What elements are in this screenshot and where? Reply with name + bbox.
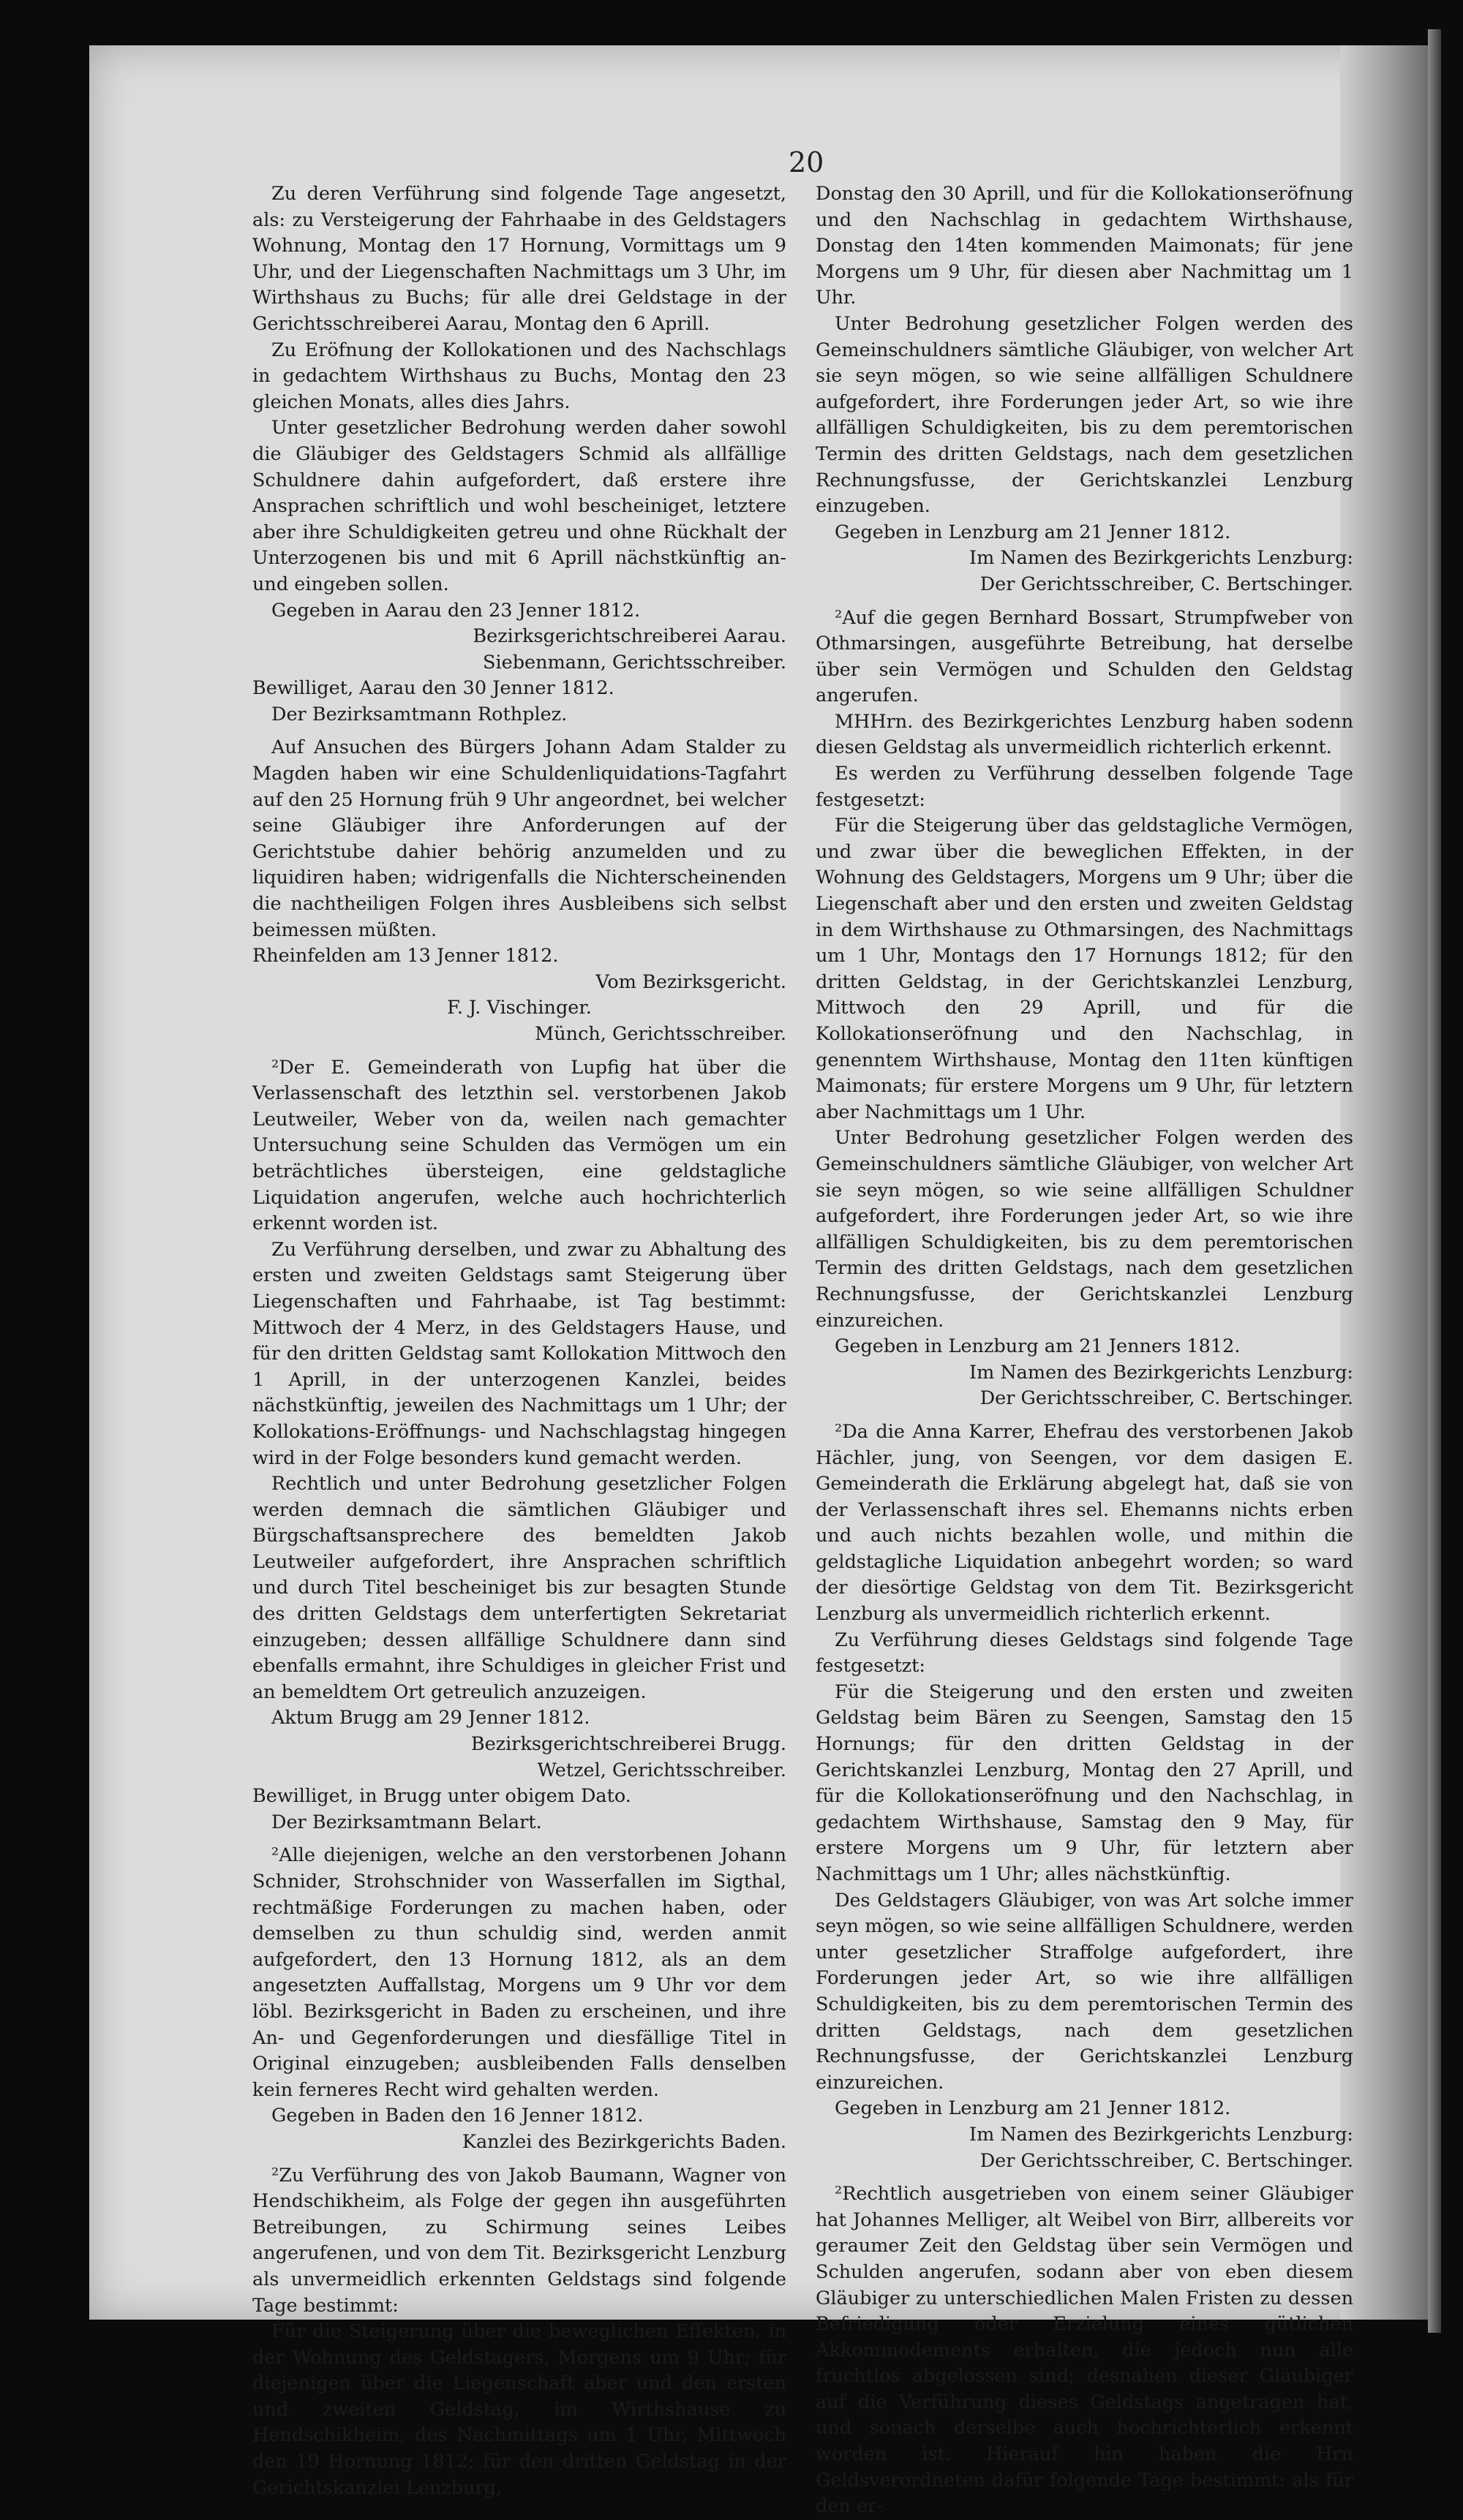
text-paragraph: Gegeben in Lenzburg am 21 Jenner 1812. — [835, 521, 1231, 543]
signature-line: Kanzlei des Bezirkgerichts Baden. — [462, 2130, 786, 2153]
text-paragraph: Donstag den 30 Aprill, und für die Kollokationseröfnung und den Nachschlag in gedachtem Wirthshause, Donstag den 14ten kommenden Maimonats; für jene Morgens um 9 Uhr, für diesen aber Nachmittag um 1 Uhr. — [816, 183, 1353, 309]
text-paragraph: Des Geldstagers Gläubiger, von was Art solche immer seyn mögen, so wie seine allfälligen Schuldnere, werden unter gesetzlicher Straffolge aufgefordert, ihre Forderungen jeder Art, so wie ihre allfälligen Schuldigkeiten, bis zu dem peremtorischen Termin des dritten Geldstags, nach dem gesetzlichen Rechnungsfusse, der Gerichtskanzlei Lenzburg einzureichen. — [816, 1889, 1353, 2094]
text-paragraph: ²Zu Verführung des von Jakob Baumann, Wagner von Hendschikheim, als Folge der gegen ihn ausgeführten Betreibungen, zu Schirmung seines Leibes angerufenen, und von dem Tit. Bezirksgericht Lenzburg als unvermeidlich erkennten Geldstags sind folgende Tage bestimmt: — [252, 2164, 786, 2317]
text-paragraph: Zu Verführung dieses Geldstags sind folgende Tage festgesetzt: — [816, 1629, 1353, 1678]
text-paragraph: Bewilliget, Aarau den 30 Jenner 1812. — [252, 677, 614, 700]
text-paragraph: Unter Bedrohung gesetzlicher Folgen werden des Gemeinschuldners sämtliche Gläubiger, von welcher Art sie seyn mögen, so wie seine allfälligen Schuldnere aufgefordert, ihre Forderungen jeder Art, so wie ihre allfälligen Schuldigkeiten, bis zu dem peremtorischen Termin des dritten Geldstags, nach dem gesetzlichen Rechnungsfusse, der Gerichtskanzlei Lenzburg einzugeben. — [816, 312, 1353, 518]
text-paragraph: Für die Steigerung über das geldstagliche Vermögen, und zwar über die beweglichen Effekten, in der Wohnung des Geldstagers, Morgens um 9 Uhr; über die Liegenschaft aber und den ersten und zweiten Geldstag in dem Wirthshause zu Othmarsingen, des Nachmittags um 1 Uhr, Montags den 17 Hornungs 1812; für den dritten Geldstag, in der Gerichtskanzlei Lenzburg, Mittwoch den 29 Aprill, und für die Kollokationseröfnung und den Nachschlag, in genenntem Wirthshause, Montag den 11ten künftigen Maimonats; für erstere Morgens um 9 Uhr, für letztern aber Nachmittags um 1 Uhr. — [816, 815, 1353, 1123]
signature-line: Siebenmann, Gerichtsschreiber. — [483, 651, 786, 674]
text-paragraph: Unter gesetzlicher Bedrohung werden daher sowohl die Gläubiger des Geldstagers Schmid als allfällige Schuldnere dahin aufgefordert, daß erstere ihre Ansprachen schriftlich und wohl bescheiniget, letztere aber ihre Schuldigkeiten getreu und ohne Rückhalt der Unterzogenen bis und mit 6 Aprill nächstkünftig an- und eingeben sollen. — [252, 417, 786, 595]
section-gap — [252, 1048, 786, 1055]
section-gap — [816, 1412, 1353, 1419]
text-paragraph: Es werden zu Verführung desselben folgende Tage festgesetzt: — [816, 763, 1353, 811]
text-paragraph: Rheinfelden am 13 Jenner 1812. — [252, 945, 559, 967]
right-column — [816, 181, 1353, 2520]
text-paragraph: ²Auf die gegen Bernhard Bossart, Strumpfweber von Othmarsingen, ausgeführte Betreibung, hat derselbe über sein Vermögen und Schulden den Geldstag angerufen. — [816, 606, 1353, 707]
text-paragraph: ²Alle diejenigen, welche an den verstorbenen Johann Schnider, Strohschnider von Wasserfallen im Sigthal, rechtmäßige Forderungen zu machen haben, oder demselben zu thun schuldig sind, werden anmit aufgefordert, den 13 Hornung 1812, als an dem angesetzten Auffallstag, Morgens um 9 Uhr vor dem löbl. Bezirksgericht in Baden zu erscheinen, und ihre An- und Gegenforderungen und diesfällige Titel in Original einzugeben; ausbleibenden Falls denselben kein ferneres Recht wird gehalten werden. — [252, 1844, 786, 2101]
text-paragraph: Gegeben in Aarau den 23 Jenner 1812. — [271, 599, 641, 622]
text-paragraph: Der Bezirksamtmann Belart. — [271, 1811, 542, 1833]
signature-line: Der Gerichtsschreiber, C. Bertschinger. — [979, 1387, 1353, 1410]
text-paragraph: ²Rechtlich ausgetrieben von einem seiner Gläubiger hat Johannes Melliger, alt Weibel von Birr, allbereits vor geraumer Zeit den Geldstag über sein Vermögen und Schulden angerufen, sodann aber von eben diesem Gläubiger zu unterschiedlichen Malen Fristen zu dessen Befriedigung oder Erzielung eines gütlichen Akkommodements erhalten, die jedoch nun alle fruchtlos abgelossen sind; desnahen dieser Gläubiger auf die Verführung dieses Geldstags angetragen hat, und sonach derselbe auch hochrichterlich erkennt worden ist. Hierauf hin haben die Hrn Geldsverordneten dafür folgende Tage bestimmt: als für den er- — [816, 2183, 1353, 2518]
text-paragraph: Gegeben in Lenzburg am 21 Jenner 1812. — [835, 2097, 1231, 2120]
page-edge — [1428, 29, 1441, 2333]
text-paragraph: Bewilliget, in Brugg unter obigem Dato. — [252, 1785, 631, 1808]
section-gap — [816, 2174, 1353, 2181]
text-paragraph: Gegeben in Baden den 16 Jenner 1812. — [271, 2105, 644, 2127]
text-paragraph: Für die Steigerung und den ersten und zweiten Geldstag beim Bären zu Seengen, Samstag den 15 Hornungs; für den dritten Geldstag in der Gerichtskanzlei Lenzburg, Montag den 27 Aprill, und für die Kollokationseröfnung und den Nachschlag, in gedachtem Wirthshause, Samstag den 9 May, für erstere Morgens um 9 Uhr, für letztern aber Nachmittags um 1 Uhr; alles nächstkünftig. — [816, 1680, 1353, 1885]
signature-line: Der Gerichtsschreiber, C. Bertschinger. — [979, 2149, 1353, 2172]
signature-line: Münch, Gerichtsschreiber. — [535, 1023, 786, 1045]
text-paragraph: Auf Ansuchen des Bürgers Johann Adam Stalder zu Magden haben wir eine Schuldenliquidations-Tagfahrt auf den 25 Hornung früh 9 Uhr angeordnet, bei welcher seine Gläubiger ihre Anforderungen auf der Gerichtstube dahier behörig anzumelden und zu liquidiren haben; widrigenfalls die Nichterscheinenden die nachtheiligen Folgen ihres Ausbleibens sich selbst beimessen müßten. — [252, 736, 786, 941]
signature-line: Im Namen des Bezirkgerichts Lenzburg: — [969, 547, 1353, 570]
text-paragraph: Unter Bedrohung gesetzlicher Folgen werden des Gemeinschuldners sämtliche Gläubiger, von welcher Art sie seyn mögen, so wie seine allfälligen Schuldner aufgefordert, ihre Forderungen jeder Art, so wie ihre allfälligen Schuldigkeiten, bis zu dem peremtorischen Termin des dritten Geldstags, nach dem gesetzlichen Rechnungsfusse, der Gerichtskanzlei Lenzburg einzureichen. — [816, 1127, 1353, 1332]
text-paragraph: Zu Verführung derselben, und zwar zu Abhaltung des ersten und zweiten Geldstags samt Steigerung über Liegenschaften und Fahrhaabe, ist Tag bestimmt: Mittwoch der 4 Merz, in des Geldstagers Hause, und für den dritten Geldstag samt Kollokation Mittwoch den 1 Aprill, in der unterzogenen Kanzlei, beides nächstkünftig, jeweilen des Nachmittags um 1 Uhr; der Kollokations-Eröffnungs- und Nachschlagstag hingegen wird in der Folge besonders kund gemacht werden. — [252, 1238, 786, 1469]
text-paragraph: Zu deren Verführung sind folgende Tage angesetzt, als: zu Versteigerung der Fahrhaabe in des Geldstagers Wohnung, Montag den 17 Hornung, Vormittags um 9 Uhr, und der Liegenschaften Nachmittags um 3 Uhr, im Wirthshaus zu Buchs; für alle drei Geldstage in der Gerichtsschreiberei Aarau, Montag den 6 Aprill. — [252, 183, 786, 335]
signature-line: Wetzel, Gerichtsschreiber. — [537, 1759, 786, 1781]
text-paragraph: Der Bezirksamtmann Rothplez. — [271, 703, 568, 725]
section-gap — [816, 598, 1353, 606]
section-gap — [252, 1836, 786, 1843]
text-paragraph: Rechtlich und unter Bedrohung gesetzlicher Folgen werden demnach die sämtlichen Gläubiger und Bürgschaftsansprechere des bemeldten Jakob Leutweiler aufgefordert, ihre Ansprachen schriftlich und durch Titel bescheiniget bis zur besagten Stunde des dritten Geldstags dem unterfertigten Sekretariat einzugeben; dessen allfällige Schuldnere dann sind ebenfalls ermahnt, ihre Schuldiges in gleicher Frist und an bemeldtem Ort getreulich anzuzeigen. — [252, 1473, 786, 1703]
section-gap — [252, 728, 786, 735]
text-paragraph: Für die Steigerung über die beweglichen Effekten, in der Wohnung des Geldstagers, Morgens um 9 Uhr; für diejenigen über die Liegenschaft aber und den ersten und zweiten Geldstag, im Wirthshause zu Hendschikheim, des Nachmittags um 1 Uhr, Mittwoch den 19 Hornung 1812; für den dritten Geldstag in der Gerichtskanzlei Lenzburg, — [252, 2320, 786, 2499]
signature-line: Im Namen des Bezirkgerichts Lenzburg: — [969, 2123, 1353, 2146]
page-number: 20 — [789, 146, 824, 178]
text-paragraph: F. J. Vischinger. — [447, 997, 592, 1019]
text-paragraph: ²Der E. Gemeinderath von Lupfig hat über die Verlassenschaft des letzthin sel. verstorbenen Jakob Leutweiler, Weber von da, weilen nach gemachter Untersuchung seine Schulden das Vermögen um ein beträchtliches übersteigen, eine geldstagliche Liquidation angerufen, welche auch hochrichterlich erkennt worden ist. — [252, 1056, 786, 1235]
text-paragraph: ²Da die Anna Karrer, Ehefrau des verstorbenen Jakob Hächler, jung, von Seengen, vor dem dasigen E. Gemeinderath die Erklärung abgelegt hat, daß sie von der Verlassenschaft ihres sel. Ehemanns nichts erben und auch nichts bezahlen wolle, und mithin die geldstagliche Liquidation anbegehrt worden; so ward der diesörtige Geldstag von dem Tit. Bezirksgericht Lenzburg als unvermeidlich richterlich erkennt. — [816, 1420, 1353, 1626]
page-fold-shadow — [1340, 45, 1428, 2320]
signature-line: Im Namen des Bezirkgerichts Lenzburg: — [969, 1361, 1353, 1384]
text-paragraph: Zu Eröfnung der Kollokationen und des Nachschlags in gedachtem Wirthshaus zu Buchs, Montag den 23 gleichen Monats, alles dies Jahrs. — [252, 339, 786, 413]
signature-line: Vom Bezirksgericht. — [595, 970, 786, 993]
signature-line: Bezirksgerichtschreiberei Aarau. — [473, 625, 786, 648]
section-gap — [252, 2156, 786, 2163]
signature-line: Der Gerichtsschreiber, C. Bertschinger. — [979, 573, 1353, 595]
text-paragraph: MHHrn. des Bezirkgerichtes Lenzburg haben sodenn diesen Geldstag als unvermeidlich richterlich erkennt. — [816, 710, 1353, 759]
signature-line: Bezirksgerichtschreiberei Brugg. — [470, 1733, 786, 1756]
text-paragraph: Gegeben in Lenzburg am 21 Jenners 1812. — [835, 1335, 1241, 1358]
left-column — [252, 181, 786, 2501]
text-paragraph: Aktum Brugg am 29 Jenner 1812. — [271, 1707, 590, 1729]
